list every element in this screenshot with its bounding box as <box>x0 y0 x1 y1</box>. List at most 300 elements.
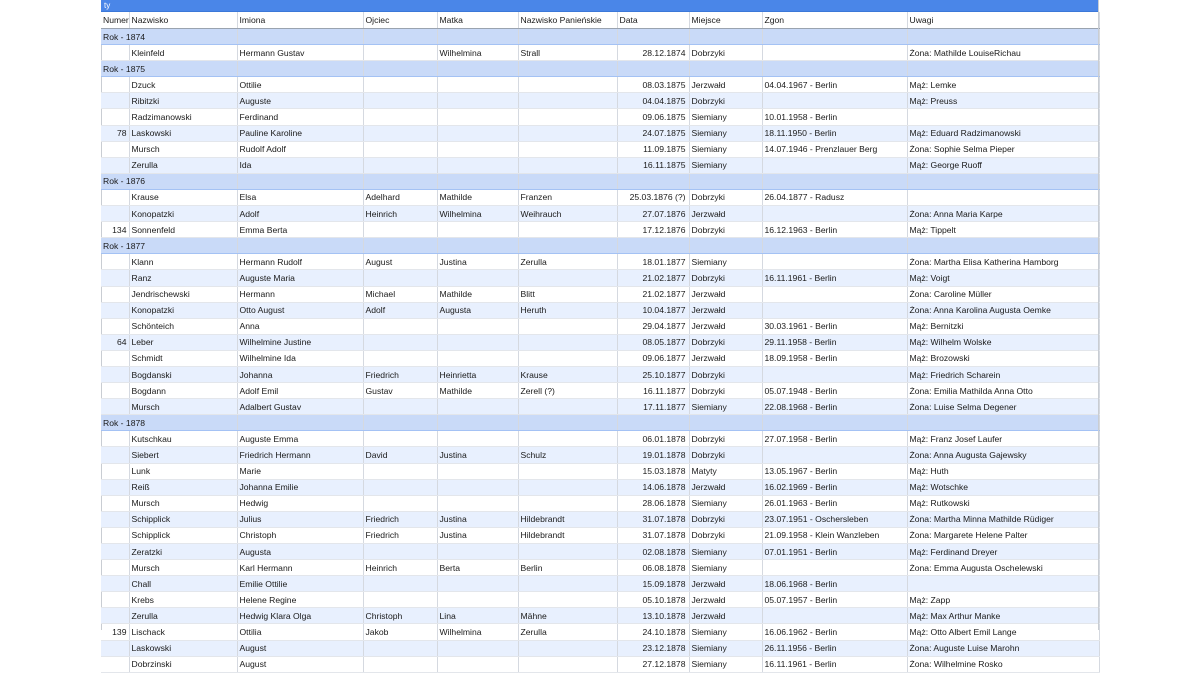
cell-imiona[interactable]: Marie <box>237 463 363 479</box>
cell-zgon[interactable]: 05.07.1948 - Berlin <box>762 383 907 399</box>
cell-zgon[interactable]: 16.12.1963 - Berlin <box>762 222 907 238</box>
cell-imiona[interactable]: Rudolf Adolf <box>237 141 363 157</box>
cell-nazwisko[interactable]: Sonnenfeld <box>129 222 237 238</box>
cell-ojciec[interactable] <box>363 399 437 415</box>
cell-numer[interactable] <box>101 286 129 302</box>
cell-miejsce[interactable]: Jerzwałd <box>689 286 762 302</box>
cell-matka[interactable] <box>437 270 518 286</box>
cell-nazwisko[interactable]: Laskowski <box>129 125 237 141</box>
cell-uwagi[interactable]: Żona: Auguste Luise Marohn <box>907 640 1099 656</box>
cell-data[interactable]: 25.10.1877 <box>617 366 689 382</box>
cell-numer[interactable] <box>101 495 129 511</box>
cell-zgon[interactable]: 16.02.1969 - Berlin <box>762 479 907 495</box>
cell-ojciec[interactable] <box>363 463 437 479</box>
cell-matka[interactable]: Justina <box>437 447 518 463</box>
cell-nazwisko-panienskie[interactable]: Berlin <box>518 560 617 576</box>
cell-nazwisko-panienskie[interactable]: Schulz <box>518 447 617 463</box>
cell-matka[interactable] <box>437 157 518 173</box>
cell-uwagi[interactable]: Żona: Sophie Selma Pieper <box>907 141 1099 157</box>
cell-miejsce[interactable]: Siemiany <box>689 560 762 576</box>
cell-uwagi[interactable] <box>907 189 1099 205</box>
cell-imiona[interactable]: Auguste Emma <box>237 431 363 447</box>
cell-zgon[interactable] <box>762 254 907 270</box>
cell-nazwisko[interactable]: Mursch <box>129 399 237 415</box>
cell-numer[interactable]: 134 <box>101 222 129 238</box>
year-group-cell[interactable] <box>437 173 518 189</box>
cell-imiona[interactable]: Ida <box>237 157 363 173</box>
cell-data[interactable]: 18.01.1877 <box>617 254 689 270</box>
cell-data[interactable]: 23.12.1878 <box>617 640 689 656</box>
cell-uwagi[interactable]: Żona: Luise Selma Degener <box>907 399 1099 415</box>
cell-nazwisko[interactable]: Mursch <box>129 141 237 157</box>
cell-ojciec[interactable] <box>363 45 437 61</box>
cell-ojciec[interactable]: Friedrich <box>363 366 437 382</box>
cell-matka[interactable] <box>437 222 518 238</box>
cell-matka[interactable]: Justina <box>437 254 518 270</box>
cell-imiona[interactable]: Hermann Rudolf <box>237 254 363 270</box>
cell-imiona[interactable]: Karl Hermann <box>237 560 363 576</box>
cell-ojciec[interactable] <box>363 544 437 560</box>
cell-miejsce[interactable]: Siemiany <box>689 624 762 640</box>
cell-nazwisko[interactable]: Lischack <box>129 624 237 640</box>
cell-imiona[interactable]: Hedwig <box>237 495 363 511</box>
cell-numer[interactable] <box>101 366 129 382</box>
cell-miejsce[interactable]: Dobrzyki <box>689 189 762 205</box>
cell-ojciec[interactable] <box>363 222 437 238</box>
cell-zgon[interactable]: 26.04.1877 - Radusz <box>762 189 907 205</box>
year-group-label[interactable]: Rok - 1875 <box>101 61 237 77</box>
year-group-cell[interactable] <box>518 29 617 45</box>
cell-nazwisko[interactable]: Klann <box>129 254 237 270</box>
cell-nazwisko-panienskie[interactable] <box>518 592 617 608</box>
cell-miejsce[interactable]: Dobrzyki <box>689 334 762 350</box>
cell-matka[interactable] <box>437 479 518 495</box>
cell-imiona[interactable]: Auguste Maria <box>237 270 363 286</box>
cell-nazwisko-panienskie[interactable] <box>518 77 617 93</box>
cell-uwagi[interactable]: Mąż: Wotschke <box>907 479 1099 495</box>
cell-zgon[interactable]: 18.11.1950 - Berlin <box>762 125 907 141</box>
cell-nazwisko-panienskie[interactable] <box>518 399 617 415</box>
cell-matka[interactable]: Mathilde <box>437 286 518 302</box>
cell-data[interactable]: 15.03.1878 <box>617 463 689 479</box>
cell-miejsce[interactable]: Dobrzyki <box>689 366 762 382</box>
cell-imiona[interactable]: Pauline Karoline <box>237 125 363 141</box>
cell-numer[interactable] <box>101 576 129 592</box>
cell-ojciec[interactable] <box>363 125 437 141</box>
cell-numer[interactable] <box>101 77 129 93</box>
year-group-cell[interactable] <box>518 173 617 189</box>
cell-matka[interactable]: Justina <box>437 527 518 543</box>
cell-nazwisko-panienskie[interactable] <box>518 479 617 495</box>
cell-ojciec[interactable]: Friedrich <box>363 527 437 543</box>
cell-data[interactable]: 15.09.1878 <box>617 576 689 592</box>
cell-numer[interactable] <box>101 270 129 286</box>
cell-data[interactable]: 27.07.1876 <box>617 206 689 222</box>
cell-uwagi[interactable]: Mąż: Huth <box>907 463 1099 479</box>
cell-ojciec[interactable] <box>363 592 437 608</box>
cell-matka[interactable] <box>437 350 518 366</box>
cell-imiona[interactable]: Hermann <box>237 286 363 302</box>
year-group-cell[interactable] <box>237 173 363 189</box>
cell-numer[interactable] <box>101 399 129 415</box>
cell-numer[interactable] <box>101 544 129 560</box>
cell-miejsce[interactable]: Matyty <box>689 463 762 479</box>
cell-uwagi[interactable]: Żona: Caroline Müller <box>907 286 1099 302</box>
year-group-cell[interactable] <box>237 415 363 431</box>
cell-numer[interactable] <box>101 656 129 672</box>
cell-numer[interactable] <box>101 511 129 527</box>
cell-nazwisko-panienskie[interactable] <box>518 656 617 672</box>
cell-matka[interactable] <box>437 463 518 479</box>
cell-uwagi[interactable]: Mąż: Bernitzki <box>907 318 1099 334</box>
cell-uwagi[interactable]: Mąż: Tippelt <box>907 222 1099 238</box>
cell-zgon[interactable]: 14.07.1946 - Prenzlauer Berg <box>762 141 907 157</box>
cell-ojciec[interactable]: Michael <box>363 286 437 302</box>
cell-data[interactable]: 04.04.1875 <box>617 93 689 109</box>
cell-ojciec[interactable] <box>363 141 437 157</box>
cell-miejsce[interactable]: Siemiany <box>689 640 762 656</box>
cell-nazwisko-panienskie[interactable] <box>518 270 617 286</box>
cell-matka[interactable]: Mathilde <box>437 189 518 205</box>
cell-uwagi[interactable]: Żona: Anna Karolina Augusta Oemke <box>907 302 1099 318</box>
cell-uwagi[interactable] <box>907 576 1099 592</box>
cell-ojciec[interactable]: Friedrich <box>363 511 437 527</box>
year-group-cell[interactable] <box>762 29 907 45</box>
cell-uwagi[interactable]: Mąż: Ferdinand Dreyer <box>907 544 1099 560</box>
cell-zgon[interactable]: 16.06.1962 - Berlin <box>762 624 907 640</box>
cell-uwagi[interactable]: Mąż: Eduard Radzimanowski <box>907 125 1099 141</box>
cell-ojciec[interactable] <box>363 93 437 109</box>
cell-nazwisko[interactable]: Schönteich <box>129 318 237 334</box>
column-header-data[interactable]: Data <box>617 12 689 29</box>
cell-imiona[interactable]: Johanna Emilie <box>237 479 363 495</box>
cell-uwagi[interactable]: Mąż: Lemke <box>907 77 1099 93</box>
cell-data[interactable]: 31.07.1878 <box>617 527 689 543</box>
cell-miejsce[interactable]: Jerzwałd <box>689 592 762 608</box>
cell-imiona[interactable]: Emma Berta <box>237 222 363 238</box>
cell-uwagi[interactable] <box>907 109 1099 125</box>
cell-ojciec[interactable]: David <box>363 447 437 463</box>
year-group-cell[interactable] <box>617 238 689 254</box>
cell-uwagi[interactable]: Żona: Martha Minna Mathilde Rüdiger <box>907 511 1099 527</box>
cell-nazwisko[interactable]: Krause <box>129 189 237 205</box>
cell-zgon[interactable] <box>762 286 907 302</box>
cell-zgon[interactable]: 16.11.1961 - Berlin <box>762 270 907 286</box>
cell-nazwisko-panienskie[interactable] <box>518 640 617 656</box>
cell-nazwisko[interactable]: Jendrischewski <box>129 286 237 302</box>
cell-ojciec[interactable] <box>363 157 437 173</box>
cell-matka[interactable] <box>437 656 518 672</box>
cell-ojciec[interactable] <box>363 576 437 592</box>
cell-ojciec[interactable] <box>363 334 437 350</box>
cell-numer[interactable]: 78 <box>101 125 129 141</box>
cell-zgon[interactable]: 18.09.1958 - Berlin <box>762 350 907 366</box>
cell-nazwisko[interactable]: Chall <box>129 576 237 592</box>
cell-nazwisko-panienskie[interactable] <box>518 125 617 141</box>
year-group-cell[interactable] <box>518 238 617 254</box>
cell-data[interactable]: 11.09.1875 <box>617 141 689 157</box>
cell-miejsce[interactable]: Siemiany <box>689 157 762 173</box>
cell-miejsce[interactable]: Jerzwałd <box>689 206 762 222</box>
cell-ojciec[interactable] <box>363 431 437 447</box>
year-group-cell[interactable] <box>907 61 1099 77</box>
year-group-cell[interactable] <box>762 415 907 431</box>
cell-nazwisko-panienskie[interactable] <box>518 463 617 479</box>
cell-zgon[interactable]: 16.11.1961 - Berlin <box>762 656 907 672</box>
cell-miejsce[interactable]: Siemiany <box>689 544 762 560</box>
cell-matka[interactable] <box>437 334 518 350</box>
year-group-cell[interactable] <box>689 173 762 189</box>
cell-imiona[interactable]: Wilhelmine Ida <box>237 350 363 366</box>
cell-ojciec[interactable]: Heinrich <box>363 560 437 576</box>
cell-miejsce[interactable]: Jerzwałd <box>689 350 762 366</box>
cell-zgon[interactable] <box>762 447 907 463</box>
cell-miejsce[interactable]: Dobrzyki <box>689 45 762 61</box>
cell-nazwisko[interactable]: Dobrzinski <box>129 656 237 672</box>
cell-numer[interactable] <box>101 383 129 399</box>
cell-numer[interactable] <box>101 640 129 656</box>
cell-imiona[interactable]: Christoph <box>237 527 363 543</box>
cell-uwagi[interactable]: Mąż: Otto Albert Emil Lange <box>907 624 1099 640</box>
cell-miejsce[interactable]: Jerzwałd <box>689 77 762 93</box>
cell-data[interactable]: 31.07.1878 <box>617 511 689 527</box>
cell-numer[interactable] <box>101 254 129 270</box>
cell-nazwisko-panienskie[interactable]: Hildebrandt <box>518 527 617 543</box>
cell-ojciec[interactable]: Adelhard <box>363 189 437 205</box>
cell-zgon[interactable] <box>762 93 907 109</box>
cell-nazwisko-panienskie[interactable]: Zerell (?) <box>518 383 617 399</box>
cell-ojciec[interactable] <box>363 656 437 672</box>
cell-uwagi[interactable]: Żona: Anna Maria Karpe <box>907 206 1099 222</box>
cell-numer[interactable] <box>101 141 129 157</box>
cell-zgon[interactable]: 26.01.1963 - Berlin <box>762 495 907 511</box>
cell-nazwisko-panienskie[interactable] <box>518 93 617 109</box>
cell-nazwisko-panienskie[interactable]: Zerulla <box>518 624 617 640</box>
cell-nazwisko[interactable]: Bogdanski <box>129 366 237 382</box>
cell-matka[interactable]: Mathilde <box>437 383 518 399</box>
cell-imiona[interactable]: Elsa <box>237 189 363 205</box>
cell-imiona[interactable]: Friedrich Hermann <box>237 447 363 463</box>
cell-data[interactable]: 08.03.1875 <box>617 77 689 93</box>
cell-ojciec[interactable] <box>363 350 437 366</box>
cell-zgon[interactable] <box>762 560 907 576</box>
cell-data[interactable]: 21.02.1877 <box>617 286 689 302</box>
cell-nazwisko[interactable]: Mursch <box>129 495 237 511</box>
cell-nazwisko[interactable]: Zerulla <box>129 157 237 173</box>
cell-nazwisko-panienskie[interactable]: Blitt <box>518 286 617 302</box>
cell-uwagi[interactable]: Żona: Emma Augusta Oschelewski <box>907 560 1099 576</box>
cell-ojciec[interactable]: Gustav <box>363 383 437 399</box>
cell-matka[interactable]: Lina <box>437 608 518 624</box>
year-group-cell[interactable] <box>437 238 518 254</box>
year-group-cell[interactable] <box>437 415 518 431</box>
year-group-cell[interactable] <box>689 29 762 45</box>
cell-miejsce[interactable]: Dobrzyki <box>689 93 762 109</box>
year-group-cell[interactable] <box>237 29 363 45</box>
cell-ojciec[interactable]: August <box>363 254 437 270</box>
cell-nazwisko[interactable]: Kutschkau <box>129 431 237 447</box>
cell-numer[interactable] <box>101 109 129 125</box>
cell-nazwisko[interactable]: Mursch <box>129 560 237 576</box>
cell-data[interactable]: 08.05.1877 <box>617 334 689 350</box>
cell-nazwisko-panienskie[interactable]: Zerulla <box>518 254 617 270</box>
cell-matka[interactable]: Augusta <box>437 302 518 318</box>
cell-numer[interactable]: 139 <box>101 624 129 640</box>
cell-data[interactable]: 16.11.1877 <box>617 383 689 399</box>
column-header-nazwisko-panienskie[interactable]: Nazwisko Panieńskie <box>518 12 617 29</box>
cell-numer[interactable]: 64 <box>101 334 129 350</box>
cell-nazwisko[interactable]: Konopatzki <box>129 302 237 318</box>
cell-miejsce[interactable]: Siemiany <box>689 254 762 270</box>
cell-data[interactable]: 09.06.1877 <box>617 350 689 366</box>
cell-zgon[interactable]: 21.09.1958 - Klein Wanzleben <box>762 527 907 543</box>
cell-miejsce[interactable]: Dobrzyki <box>689 270 762 286</box>
cell-data[interactable]: 06.01.1878 <box>617 431 689 447</box>
cell-miejsce[interactable]: Dobrzyki <box>689 511 762 527</box>
cell-imiona[interactable]: Hedwig Klara Olga <box>237 608 363 624</box>
cell-zgon[interactable] <box>762 45 907 61</box>
cell-imiona[interactable]: August <box>237 656 363 672</box>
cell-ojciec[interactable] <box>363 77 437 93</box>
column-header-uwagi[interactable]: Uwagi <box>907 12 1099 29</box>
cell-nazwisko-panienskie[interactable] <box>518 109 617 125</box>
cell-data[interactable]: 28.06.1878 <box>617 495 689 511</box>
cell-matka[interactable]: Justina <box>437 511 518 527</box>
cell-uwagi[interactable]: Mąż: Max Arthur Manke <box>907 608 1099 624</box>
cell-imiona[interactable]: Emilie Ottilie <box>237 576 363 592</box>
year-group-cell[interactable] <box>762 173 907 189</box>
cell-zgon[interactable]: 10.01.1958 - Berlin <box>762 109 907 125</box>
cell-uwagi[interactable]: Żona: Emilia Mathilda Anna Otto <box>907 383 1099 399</box>
cell-uwagi[interactable]: Mąż: Brozowski <box>907 350 1099 366</box>
cell-nazwisko[interactable]: Reiß <box>129 479 237 495</box>
column-header-matka[interactable]: Matka <box>437 12 518 29</box>
year-group-cell[interactable] <box>437 61 518 77</box>
cell-nazwisko-panienskie[interactable] <box>518 495 617 511</box>
year-group-cell[interactable] <box>617 61 689 77</box>
cell-data[interactable]: 25.03.1876 (?) <box>617 189 689 205</box>
cell-matka[interactable] <box>437 125 518 141</box>
cell-uwagi[interactable]: Mąż: Friedrich Scharein <box>907 366 1099 382</box>
year-group-cell[interactable] <box>363 173 437 189</box>
year-group-cell[interactable] <box>907 173 1099 189</box>
cell-matka[interactable] <box>437 109 518 125</box>
cell-matka[interactable] <box>437 141 518 157</box>
cell-numer[interactable] <box>101 463 129 479</box>
cell-data[interactable]: 17.11.1877 <box>617 399 689 415</box>
cell-nazwisko[interactable]: Zeratzki <box>129 544 237 560</box>
cell-matka[interactable] <box>437 77 518 93</box>
year-group-cell[interactable] <box>437 29 518 45</box>
cell-numer[interactable] <box>101 93 129 109</box>
cell-miejsce[interactable]: Dobrzyki <box>689 383 762 399</box>
cell-imiona[interactable]: Johanna <box>237 366 363 382</box>
cell-ojciec[interactable]: Adolf <box>363 302 437 318</box>
cell-ojciec[interactable] <box>363 270 437 286</box>
year-group-label[interactable]: Rok - 1877 <box>101 238 237 254</box>
cell-matka[interactable]: Heinrietta <box>437 366 518 382</box>
cell-nazwisko-panienskie[interactable]: Mähne <box>518 608 617 624</box>
cell-numer[interactable] <box>101 447 129 463</box>
cell-nazwisko[interactable]: Ranz <box>129 270 237 286</box>
cell-matka[interactable] <box>437 431 518 447</box>
cell-miejsce[interactable]: Dobrzyki <box>689 527 762 543</box>
cell-numer[interactable] <box>101 318 129 334</box>
cell-imiona[interactable]: Ottilie <box>237 77 363 93</box>
cell-numer[interactable] <box>101 302 129 318</box>
cell-matka[interactable]: Wilhelmina <box>437 45 518 61</box>
cell-nazwisko[interactable]: Schipplick <box>129 511 237 527</box>
cell-ojciec[interactable] <box>363 318 437 334</box>
column-header-zgon[interactable]: Zgon <box>762 12 907 29</box>
year-group-label[interactable]: Rok - 1876 <box>101 173 237 189</box>
cell-nazwisko[interactable]: Konopatzki <box>129 206 237 222</box>
cell-zgon[interactable]: 04.04.1967 - Berlin <box>762 77 907 93</box>
cell-zgon[interactable]: 27.07.1958 - Berlin <box>762 431 907 447</box>
cell-nazwisko[interactable]: Siebert <box>129 447 237 463</box>
cell-numer[interactable] <box>101 206 129 222</box>
cell-miejsce[interactable]: Dobrzyki <box>689 431 762 447</box>
cell-data[interactable]: 13.10.1878 <box>617 608 689 624</box>
cell-matka[interactable]: Berta <box>437 560 518 576</box>
column-header-numer[interactable]: Numer <box>101 12 129 29</box>
cell-miejsce[interactable]: Siemiany <box>689 125 762 141</box>
cell-imiona[interactable]: Otto August <box>237 302 363 318</box>
year-group-cell[interactable] <box>689 238 762 254</box>
cell-miejsce[interactable]: Jerzwałd <box>689 608 762 624</box>
cell-matka[interactable] <box>437 592 518 608</box>
cell-data[interactable]: 02.08.1878 <box>617 544 689 560</box>
cell-ojciec[interactable] <box>363 495 437 511</box>
cell-imiona[interactable]: Wilhelmine Justine <box>237 334 363 350</box>
cell-matka[interactable] <box>437 318 518 334</box>
cell-uwagi[interactable]: Żona: Mathilde LouiseRichau <box>907 45 1099 61</box>
cell-nazwisko[interactable]: Radzimanowski <box>129 109 237 125</box>
cell-nazwisko-panienskie[interactable]: Weihrauch <box>518 206 617 222</box>
cell-zgon[interactable]: 29.11.1958 - Berlin <box>762 334 907 350</box>
year-group-cell[interactable] <box>617 415 689 431</box>
cell-imiona[interactable]: Helene Regine <box>237 592 363 608</box>
cell-nazwisko-panienskie[interactable] <box>518 544 617 560</box>
cell-nazwisko-panienskie[interactable] <box>518 318 617 334</box>
year-group-cell[interactable] <box>689 415 762 431</box>
column-header-miejsce[interactable]: Miejsce <box>689 12 762 29</box>
cell-uwagi[interactable]: Mąż: Zapp <box>907 592 1099 608</box>
year-group-cell[interactable] <box>762 61 907 77</box>
cell-uwagi[interactable]: Mąż: Voigt <box>907 270 1099 286</box>
year-group-label[interactable]: Rok - 1874 <box>101 29 237 45</box>
cell-nazwisko[interactable]: Zerulla <box>129 608 237 624</box>
cell-zgon[interactable]: 13.05.1967 - Berlin <box>762 463 907 479</box>
year-group-cell[interactable] <box>762 238 907 254</box>
cell-ojciec[interactable]: Christoph <box>363 608 437 624</box>
cell-miejsce[interactable]: Siemiany <box>689 109 762 125</box>
cell-zgon[interactable]: 05.07.1957 - Berlin <box>762 592 907 608</box>
cell-nazwisko[interactable]: Dzuck <box>129 77 237 93</box>
cell-nazwisko[interactable]: Schmidt <box>129 350 237 366</box>
year-group-cell[interactable] <box>907 238 1099 254</box>
cell-uwagi[interactable]: Żona: Margarete Helene Palter <box>907 527 1099 543</box>
cell-miejsce[interactable]: Jerzwałd <box>689 479 762 495</box>
cell-imiona[interactable]: Julius <box>237 511 363 527</box>
year-group-cell[interactable] <box>689 61 762 77</box>
cell-data[interactable]: 05.10.1878 <box>617 592 689 608</box>
year-group-cell[interactable] <box>237 238 363 254</box>
cell-zgon[interactable] <box>762 366 907 382</box>
cell-uwagi[interactable]: Żona: Martha Elisa Katherina Hamborg <box>907 254 1099 270</box>
cell-nazwisko-panienskie[interactable]: Heruth <box>518 302 617 318</box>
cell-matka[interactable] <box>437 544 518 560</box>
